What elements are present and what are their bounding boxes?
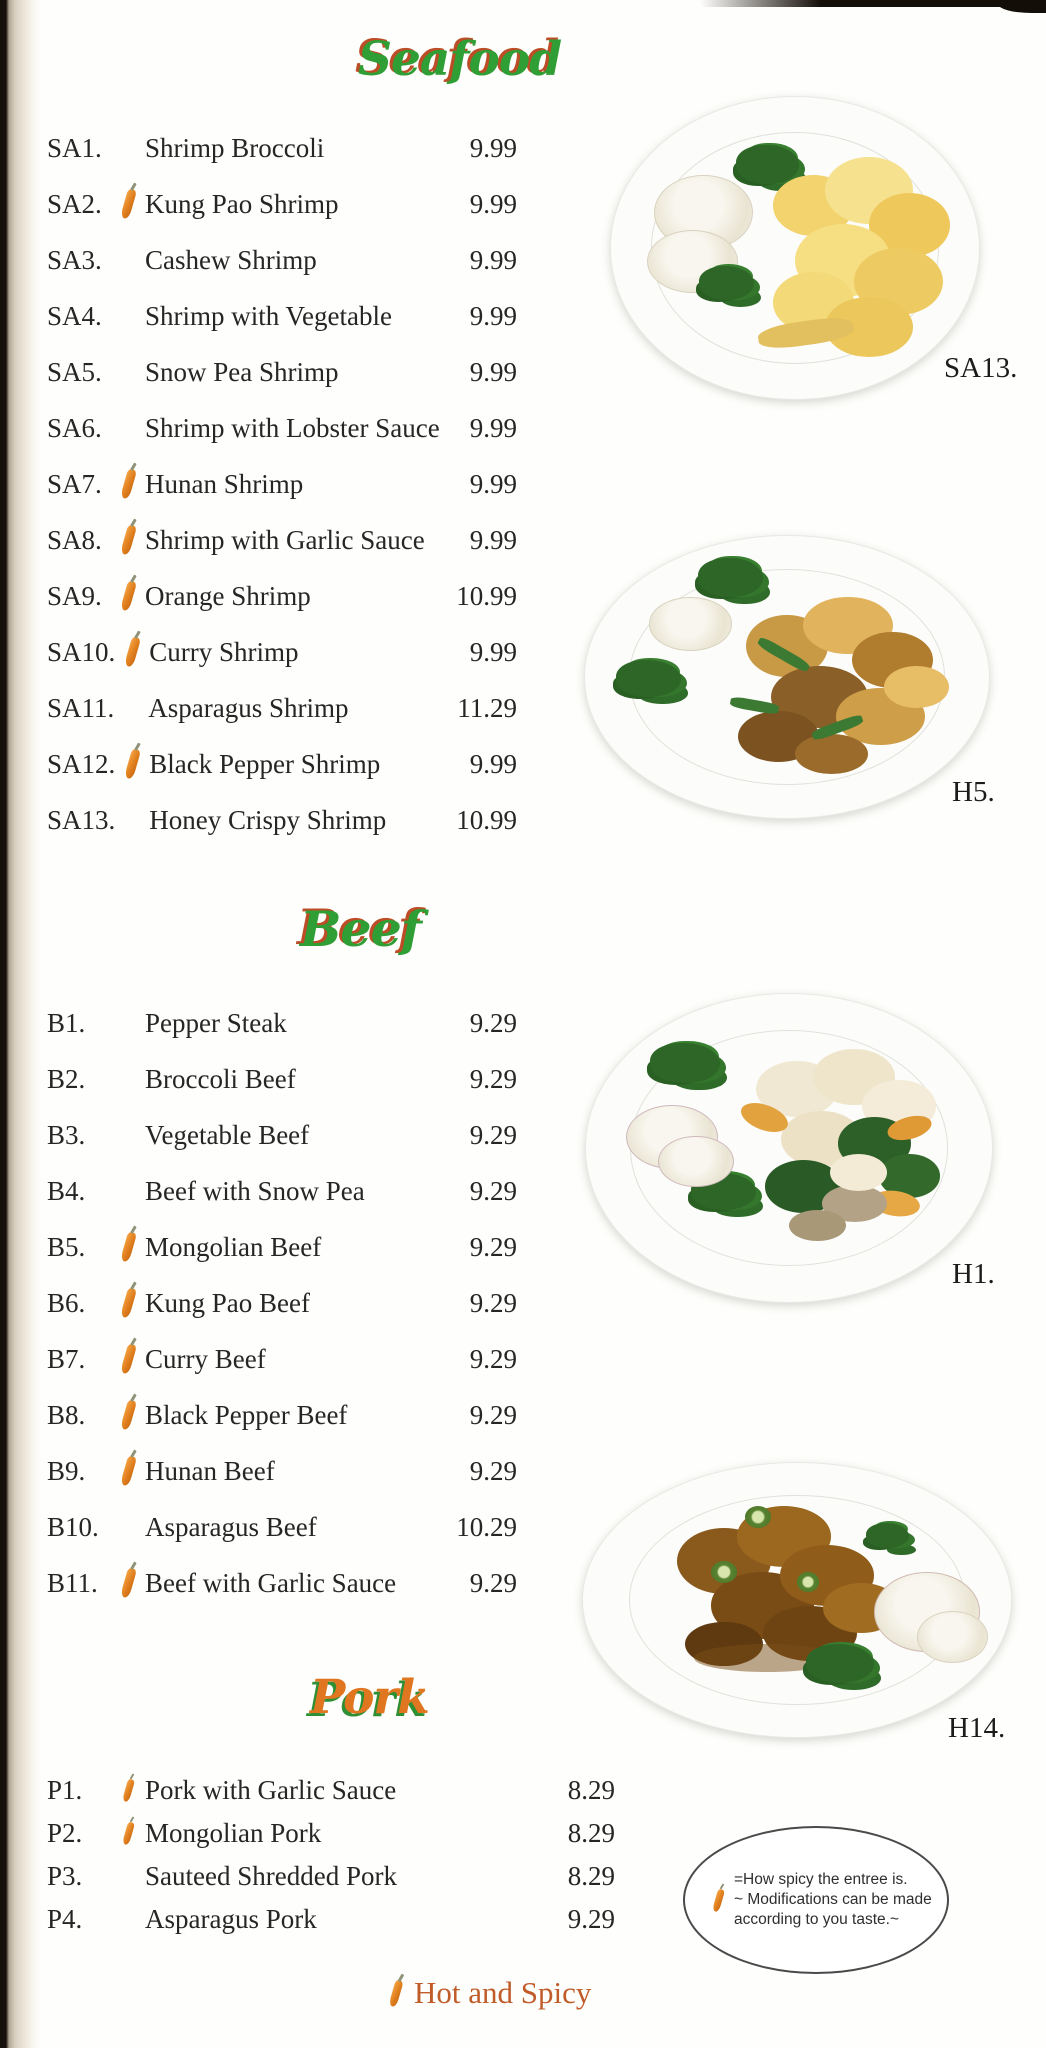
hot-and-spicy-label: Hot and Spicy: [414, 1975, 592, 2010]
item-price: 9.29: [469, 1063, 517, 1094]
spicy-note-bubble: [683, 1826, 949, 1974]
item-name: Hunan Shrimp: [145, 468, 304, 499]
item-code: P4.: [47, 1904, 83, 1934]
item-price: 9.99: [469, 356, 517, 387]
menu-item-row: [47, 1443, 517, 1499]
menu-item-row: [47, 1855, 615, 1898]
seafood-menu-list: [47, 120, 517, 848]
item-name: Shrimp Broccoli: [145, 132, 325, 163]
item-price: 9.99: [469, 748, 517, 779]
menu-item-row: [47, 1499, 517, 1555]
item-code: B8.: [47, 1399, 86, 1430]
item-name: Orange Shrimp: [145, 580, 311, 611]
section-header-seafood: Seafood: [358, 32, 562, 87]
item-code: B4.: [47, 1175, 86, 1206]
menu-item-row: [47, 400, 517, 456]
item-name: Shrimp with Vegetable: [145, 300, 392, 331]
section-header-beef: Beef: [300, 900, 421, 958]
note-line-3: according to you taste.~: [734, 1911, 900, 1928]
menu-item-row: [47, 1051, 517, 1107]
item-price: 9.99: [469, 188, 517, 219]
chili-pepper-icon: [111, 1555, 145, 1611]
item-name: Asparagus Shrimp: [148, 692, 349, 723]
item-name: Broccoli Beef: [145, 1063, 296, 1094]
item-price: 10.29: [456, 1511, 517, 1542]
item-price: 9.99: [469, 300, 517, 331]
item-name: Beef with Garlic Sauce: [145, 1567, 397, 1598]
item-price: 9.29: [469, 1119, 517, 1150]
item-code: B6.: [47, 1287, 86, 1318]
item-code: SA7.: [47, 468, 102, 499]
chili-pepper-icon: [111, 568, 145, 624]
dish-photo-h1: [585, 993, 993, 1303]
menu-item-row: [47, 176, 517, 232]
item-code: SA13.: [47, 804, 116, 835]
chili-pepper-icon: [388, 1980, 404, 2007]
menu-item-row: [47, 568, 517, 624]
item-name: Hunan Beef: [145, 1455, 275, 1486]
item-code: B5.: [47, 1231, 86, 1262]
chili-pepper-icon: [111, 1219, 145, 1275]
menu-item-row: [47, 1898, 615, 1941]
item-price: 9.99: [469, 524, 517, 555]
item-code: SA5.: [47, 356, 102, 387]
item-code: SA12.: [47, 748, 116, 779]
photo-label: H1.: [952, 1258, 995, 1290]
item-name: Beef with Snow Pea: [145, 1175, 365, 1206]
menu-item-row: [47, 1107, 517, 1163]
chili-pepper-icon: [111, 1443, 145, 1499]
item-name: Curry Shrimp: [149, 636, 299, 667]
item-price: 8.29: [567, 1818, 615, 1848]
item-name: Shrimp with Garlic Sauce: [145, 524, 425, 555]
item-name: Mongolian Beef: [145, 1231, 322, 1262]
chili-pepper-icon: [115, 736, 149, 792]
item-code: P1.: [47, 1775, 83, 1805]
item-price: 9.29: [469, 1343, 517, 1374]
item-price: 9.99: [469, 132, 517, 163]
item-name: Kung Pao Beef: [145, 1287, 310, 1318]
item-code: P3.: [47, 1861, 83, 1891]
menu-item-row: [47, 624, 517, 680]
chili-pepper-icon: [111, 1331, 145, 1387]
item-code: SA3.: [47, 244, 102, 275]
item-price: 9.99: [469, 636, 517, 667]
item-price: 10.99: [456, 804, 517, 835]
item-price: 9.29: [469, 1399, 517, 1430]
menu-item-row: [47, 232, 517, 288]
item-name: Vegetable Beef: [145, 1119, 310, 1150]
chili-pepper-icon: [111, 512, 145, 568]
dish-photo-honey-crispy-shrimp: [610, 96, 980, 400]
item-code: P2.: [47, 1818, 83, 1848]
menu-item-row: [47, 1275, 517, 1331]
item-price: 9.29: [469, 1175, 517, 1206]
chili-pepper-icon: [709, 1828, 727, 1972]
chili-pepper-icon: [111, 456, 145, 512]
page-binding-edge: [0, 0, 42, 2048]
item-name: Pork with Garlic Sauce: [145, 1775, 397, 1805]
dish-photo-h14: [582, 1462, 1012, 1738]
item-price: 9.99: [469, 468, 517, 499]
menu-item-row: [47, 1812, 615, 1855]
item-price: 8.29: [567, 1861, 615, 1891]
menu-item-row: [47, 1331, 517, 1387]
chili-pepper-icon: [111, 1275, 145, 1331]
item-name: Mongolian Pork: [145, 1818, 322, 1848]
item-code: SA2.: [47, 188, 102, 219]
chili-pepper-icon: [111, 1812, 145, 1855]
menu-item-row: [47, 792, 517, 848]
item-code: B10.: [47, 1511, 99, 1542]
menu-item-row: [47, 512, 517, 568]
item-name: Asparagus Pork: [145, 1904, 317, 1934]
item-name: Snow Pea Shrimp: [145, 356, 339, 387]
item-code: SA4.: [47, 300, 102, 331]
item-name: Shrimp with Lobster Sauce: [145, 412, 440, 443]
item-price: 10.99: [456, 580, 517, 611]
item-price: 9.29: [567, 1904, 615, 1934]
item-code: SA6.: [47, 412, 102, 443]
item-price: 9.29: [469, 1287, 517, 1318]
item-price: 8.29: [567, 1775, 615, 1805]
photo-label: SA13.: [944, 352, 1018, 384]
item-price: 9.99: [469, 412, 517, 443]
item-code: SA9.: [47, 580, 102, 611]
note-line-2: ~ Modifications can be made: [734, 1891, 932, 1908]
item-price: 11.29: [457, 692, 517, 723]
item-code: SA11.: [47, 692, 115, 723]
chili-pepper-icon: [111, 1769, 145, 1812]
photo-label: H14.: [948, 1712, 1006, 1744]
photo-label: H5.: [952, 776, 995, 808]
menu-item-row: [47, 1219, 517, 1275]
item-price: 9.29: [469, 1567, 517, 1598]
item-code: B11.: [47, 1567, 98, 1598]
pork-menu-list: [47, 1769, 615, 1941]
page-top-shadow: [700, 0, 1046, 7]
item-code: SA1.: [47, 132, 102, 163]
item-name: Cashew Shrimp: [145, 244, 317, 275]
item-name: Curry Beef: [145, 1343, 266, 1374]
item-name: Asparagus Beef: [145, 1511, 317, 1542]
menu-item-row: [47, 344, 517, 400]
item-code: SA8.: [47, 524, 102, 555]
dish-photo-h5: [584, 535, 990, 819]
item-code: B2.: [47, 1063, 86, 1094]
menu-item-row: [47, 1387, 517, 1443]
menu-item-row: [47, 456, 517, 512]
beef-menu-list: [47, 995, 517, 1611]
item-code: B3.: [47, 1119, 86, 1150]
item-price: 9.99: [469, 244, 517, 275]
section-header-pork: Pork: [310, 1670, 429, 1725]
menu-item-row: [47, 680, 517, 736]
spicy-note-text: [734, 1870, 932, 1930]
item-name: Honey Crispy Shrimp: [149, 804, 387, 835]
menu-item-row: [47, 288, 517, 344]
menu-item-row: [47, 995, 517, 1051]
item-price: 9.29: [469, 1007, 517, 1038]
item-code: SA10.: [47, 636, 116, 667]
menu-item-row: [47, 1555, 517, 1611]
menu-item-row: [47, 120, 517, 176]
chili-pepper-icon: [115, 624, 149, 680]
item-price: 9.29: [469, 1455, 517, 1486]
menu-item-row: [47, 736, 517, 792]
chili-pepper-icon: [111, 1387, 145, 1443]
menu-item-row: [47, 1163, 517, 1219]
item-name: Kung Pao Shrimp: [145, 188, 339, 219]
item-name: Black Pepper Shrimp: [149, 748, 381, 779]
item-code: B1.: [47, 1007, 86, 1038]
hot-and-spicy-legend: [388, 1975, 591, 2011]
item-price: 9.29: [469, 1231, 517, 1262]
menu-item-row: [47, 1769, 615, 1812]
item-code: B9.: [47, 1455, 86, 1486]
chili-pepper-icon: [111, 176, 145, 232]
item-name: Sauteed Shredded Pork: [145, 1861, 397, 1891]
item-name: Black Pepper Beef: [145, 1399, 348, 1430]
note-line-1: =How spicy the entree is.: [734, 1871, 908, 1888]
item-code: B7.: [47, 1343, 86, 1374]
item-name: Pepper Steak: [145, 1007, 287, 1038]
